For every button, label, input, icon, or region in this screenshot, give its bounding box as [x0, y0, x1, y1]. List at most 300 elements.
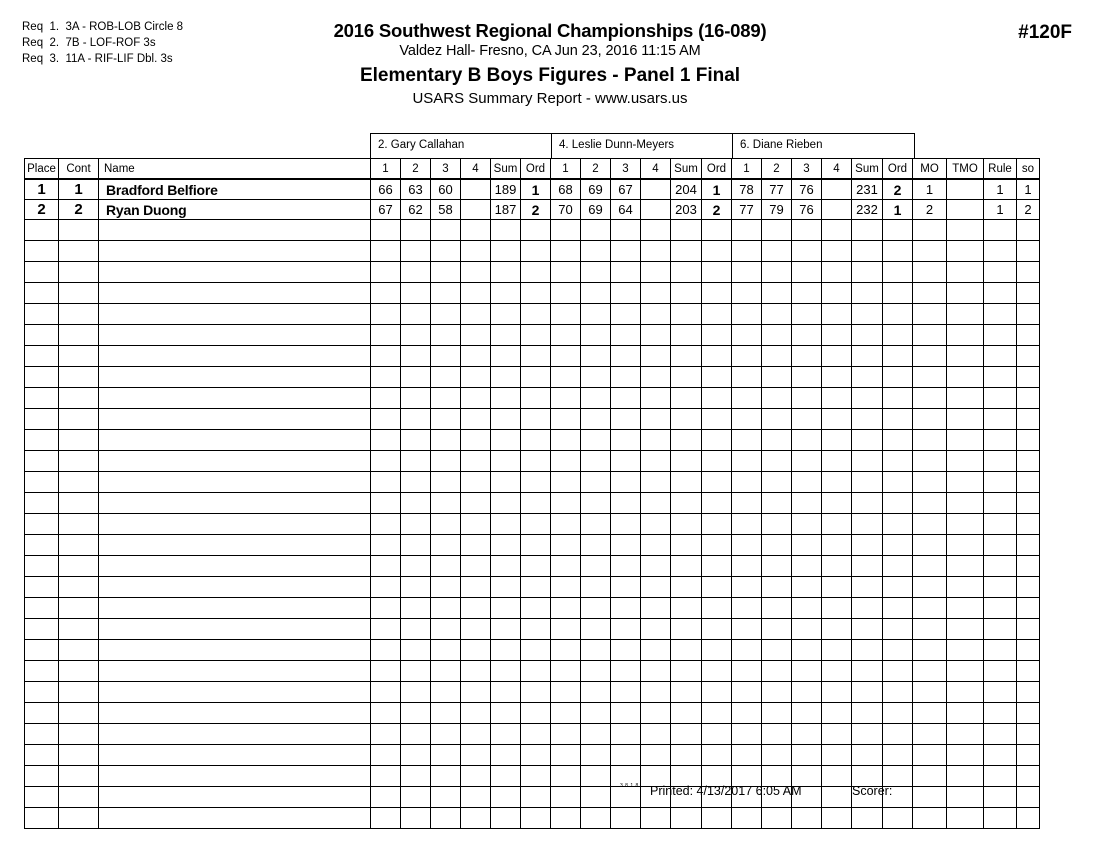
cell-empty — [521, 472, 551, 493]
cell-panel1-ord: 2 — [521, 200, 551, 220]
table-row-empty — [25, 640, 1040, 661]
cell-empty — [792, 220, 822, 241]
cell-empty — [551, 619, 581, 640]
cell-empty — [822, 367, 852, 388]
cell-empty — [852, 472, 883, 493]
cell-empty — [1017, 703, 1040, 724]
cell-empty — [641, 535, 671, 556]
cell-empty — [762, 262, 792, 283]
cell-empty — [732, 514, 762, 535]
table-row-empty — [25, 493, 1040, 514]
cell-empty — [883, 514, 913, 535]
requirement-line-1: Req 1. 3A - ROB-LOB Circle 8 — [22, 21, 184, 33]
cell-empty — [611, 619, 641, 640]
cell-empty — [732, 283, 762, 304]
table-row-empty — [25, 577, 1040, 598]
table-row-empty — [25, 388, 1040, 409]
cell-empty — [792, 535, 822, 556]
cell-empty — [551, 703, 581, 724]
cell-empty — [852, 745, 883, 766]
cell-empty — [25, 304, 59, 325]
cell-empty — [1017, 724, 1040, 745]
cell-empty — [371, 745, 401, 766]
cell-empty — [641, 619, 671, 640]
cell-empty — [852, 388, 883, 409]
cell-panel1-sum: 189 — [491, 179, 521, 200]
cell-empty — [702, 409, 732, 430]
cell-empty — [401, 703, 431, 724]
cell-panel2-judge2: 69 — [581, 200, 611, 220]
cell-empty — [762, 388, 792, 409]
cell-empty — [1017, 556, 1040, 577]
cell-empty — [732, 703, 762, 724]
cell-empty — [913, 514, 947, 535]
cell-empty — [984, 262, 1017, 283]
cell-panel1-judge1: 67 — [371, 200, 401, 220]
cell-empty — [792, 472, 822, 493]
cell-empty — [491, 745, 521, 766]
cell-empty — [551, 598, 581, 619]
table-row-empty — [25, 661, 1040, 682]
cell-panel1-judge1: 66 — [371, 179, 401, 200]
cell-empty — [461, 388, 491, 409]
cell-empty — [702, 346, 732, 367]
cell-empty — [611, 472, 641, 493]
cell-empty — [581, 619, 611, 640]
cell-empty — [792, 493, 822, 514]
cell-empty — [371, 220, 401, 241]
cell-empty — [641, 409, 671, 430]
cell-empty — [25, 640, 59, 661]
cell-empty — [371, 283, 401, 304]
cell-empty — [371, 619, 401, 640]
cell-empty — [641, 388, 671, 409]
cell-empty — [1017, 682, 1040, 703]
cell-panel2-judge4 — [641, 200, 671, 220]
cell-empty — [852, 451, 883, 472]
cell-so: 1 — [1017, 179, 1040, 200]
cell-empty — [461, 262, 491, 283]
cell-empty — [822, 409, 852, 430]
cell-empty — [671, 304, 702, 325]
cell-empty — [1017, 451, 1040, 472]
cell-empty — [732, 724, 762, 745]
cell-panel2-judge3: 67 — [611, 179, 641, 200]
competition-title: 2016 Southwest Regional Championships (16-089) — [333, 20, 767, 41]
cell-empty — [431, 451, 461, 472]
cell-empty — [551, 514, 581, 535]
cell-empty — [792, 325, 822, 346]
cell-empty — [671, 556, 702, 577]
cell-empty — [762, 220, 792, 241]
cell-empty — [792, 703, 822, 724]
cell-empty — [792, 619, 822, 640]
cell-empty — [702, 556, 732, 577]
cell-empty — [611, 325, 641, 346]
cell-empty — [984, 682, 1017, 703]
cell-empty — [581, 367, 611, 388]
cell-empty — [551, 535, 581, 556]
cell-empty — [792, 598, 822, 619]
cell-empty — [551, 283, 581, 304]
cell-empty — [611, 535, 641, 556]
cell-empty — [671, 283, 702, 304]
th-p3-judge4: 4 — [822, 159, 852, 180]
cell-empty — [1017, 325, 1040, 346]
cell-empty — [641, 493, 671, 514]
cell-empty — [984, 556, 1017, 577]
cell-empty — [762, 640, 792, 661]
cell-empty — [883, 619, 913, 640]
judge-caption-2: 4. Leslie Dunn-Meyers — [551, 133, 733, 158]
cell-empty — [25, 493, 59, 514]
cell-empty — [461, 514, 491, 535]
cell-empty — [581, 535, 611, 556]
cell-empty — [59, 241, 99, 262]
cell-empty — [792, 577, 822, 598]
cell-empty — [883, 220, 913, 241]
cell-empty — [431, 283, 461, 304]
cell-empty — [947, 808, 984, 829]
cell-empty — [792, 451, 822, 472]
cell-empty — [431, 577, 461, 598]
cell-empty — [883, 325, 913, 346]
cell-empty — [947, 409, 984, 430]
th-place: Place — [25, 159, 59, 180]
cell-empty — [521, 724, 551, 745]
cell-empty — [762, 745, 792, 766]
cell-empty — [581, 241, 611, 262]
cell-empty — [792, 724, 822, 745]
cell-empty — [59, 388, 99, 409]
cell-empty — [59, 703, 99, 724]
cell-empty — [581, 346, 611, 367]
cell-empty — [401, 493, 431, 514]
cell-empty — [581, 682, 611, 703]
cell-empty — [947, 577, 984, 598]
cell-empty — [59, 535, 99, 556]
cell-empty — [581, 808, 611, 829]
cell-empty — [59, 514, 99, 535]
cell-empty — [99, 556, 371, 577]
cell-empty — [25, 346, 59, 367]
cell-empty — [431, 304, 461, 325]
cell-empty — [371, 388, 401, 409]
results-table — [24, 158, 1040, 829]
cell-empty — [732, 367, 762, 388]
th-p2-judge3: 3 — [611, 159, 641, 180]
cell-empty — [521, 409, 551, 430]
cell-empty — [732, 682, 762, 703]
cell-empty — [59, 493, 99, 514]
cell-empty — [792, 430, 822, 451]
cell-empty — [947, 661, 984, 682]
cell-empty — [671, 241, 702, 262]
cell-empty — [641, 220, 671, 241]
cell-empty — [947, 346, 984, 367]
cell-empty — [852, 346, 883, 367]
cell-empty — [984, 388, 1017, 409]
cell-empty — [671, 598, 702, 619]
cell-empty — [641, 661, 671, 682]
cell-empty — [611, 745, 641, 766]
cell-panel1-judge3: 58 — [431, 200, 461, 220]
cell-empty — [883, 724, 913, 745]
cell-empty — [822, 682, 852, 703]
cell-empty — [611, 703, 641, 724]
cell-empty — [852, 682, 883, 703]
cell-empty — [883, 745, 913, 766]
cell-empty — [611, 577, 641, 598]
cell-empty — [913, 682, 947, 703]
cell-empty — [762, 325, 792, 346]
cell-empty — [59, 451, 99, 472]
cell-empty — [702, 430, 732, 451]
cell-empty — [491, 367, 521, 388]
cell-empty — [551, 262, 581, 283]
cell-empty — [581, 409, 611, 430]
cell-empty — [431, 409, 461, 430]
cell-empty — [913, 535, 947, 556]
table-row-empty — [25, 325, 1040, 346]
cell-empty — [59, 220, 99, 241]
cell-empty — [671, 682, 702, 703]
cell-empty — [913, 556, 947, 577]
cell-empty — [371, 661, 401, 682]
cell-empty — [671, 535, 702, 556]
cell-empty — [913, 346, 947, 367]
cell-empty — [581, 556, 611, 577]
cell-empty — [491, 283, 521, 304]
cell-empty — [913, 325, 947, 346]
cell-empty — [702, 577, 732, 598]
cell-empty — [431, 241, 461, 262]
cell-empty — [702, 703, 732, 724]
cell-panel3-judge3: 76 — [792, 200, 822, 220]
cell-empty — [491, 388, 521, 409]
table-row — [25, 179, 1040, 200]
cell-panel3-sum: 231 — [852, 179, 883, 200]
table-row-empty — [25, 514, 1040, 535]
cell-panel3-judge4 — [822, 200, 852, 220]
cell-empty — [401, 724, 431, 745]
cell-empty — [491, 682, 521, 703]
cell-empty — [732, 388, 762, 409]
cell-empty — [551, 388, 581, 409]
cell-empty — [947, 451, 984, 472]
cell-empty — [401, 241, 431, 262]
cell-empty — [671, 703, 702, 724]
cell-empty — [641, 598, 671, 619]
cell-empty — [984, 703, 1017, 724]
table-row-empty — [25, 808, 1040, 829]
cell-empty — [491, 724, 521, 745]
cell-empty — [792, 514, 822, 535]
cell-empty — [702, 325, 732, 346]
judge-panel-captions — [24, 133, 1036, 158]
cell-empty — [99, 451, 371, 472]
cell-panel3-judge1: 77 — [732, 200, 762, 220]
cell-empty — [732, 661, 762, 682]
cell-empty — [431, 598, 461, 619]
cell-empty — [431, 661, 461, 682]
cell-empty — [852, 262, 883, 283]
cell-empty — [581, 745, 611, 766]
cell-empty — [431, 346, 461, 367]
cell-empty — [59, 661, 99, 682]
cell-empty — [984, 724, 1017, 745]
cell-empty — [461, 325, 491, 346]
cell-empty — [913, 493, 947, 514]
cell-empty — [99, 661, 371, 682]
cell-empty — [371, 451, 401, 472]
table-row — [25, 200, 1040, 220]
cell-empty — [491, 346, 521, 367]
cell-empty — [461, 430, 491, 451]
cell-empty — [671, 409, 702, 430]
cell-empty — [762, 493, 792, 514]
cell-empty — [401, 262, 431, 283]
table-row-empty — [25, 703, 1040, 724]
cell-empty — [852, 724, 883, 745]
cell-empty — [59, 367, 99, 388]
cell-empty — [371, 703, 401, 724]
cell-empty — [984, 808, 1017, 829]
cell-cont: 2 — [59, 200, 99, 220]
cell-empty — [792, 241, 822, 262]
table-row-empty — [25, 745, 1040, 766]
th-p3-judge1: 1 — [732, 159, 762, 180]
cell-empty — [99, 325, 371, 346]
cell-empty — [521, 493, 551, 514]
cell-panel2-sum: 204 — [671, 179, 702, 200]
cell-empty — [883, 493, 913, 514]
cell-empty — [671, 472, 702, 493]
cell-empty — [581, 451, 611, 472]
cell-empty — [641, 346, 671, 367]
cell-empty — [947, 703, 984, 724]
cell-empty — [431, 556, 461, 577]
cell-empty — [732, 241, 762, 262]
cell-empty — [521, 514, 551, 535]
cell-empty — [984, 283, 1017, 304]
cell-empty — [702, 367, 732, 388]
cell-empty — [792, 388, 822, 409]
cell-panel3-judge2: 79 — [762, 200, 792, 220]
cell-empty — [732, 451, 762, 472]
cell-empty — [611, 808, 641, 829]
cell-empty — [947, 367, 984, 388]
cell-empty — [702, 724, 732, 745]
cell-empty — [947, 724, 984, 745]
cell-empty — [461, 283, 491, 304]
cell-empty — [732, 325, 762, 346]
cell-empty — [431, 682, 461, 703]
cell-empty — [913, 220, 947, 241]
cell-empty — [822, 535, 852, 556]
cell-empty — [641, 640, 671, 661]
cell-panel1-judge4 — [461, 200, 491, 220]
cell-empty — [25, 724, 59, 745]
cell-empty — [913, 241, 947, 262]
cell-empty — [611, 556, 641, 577]
cell-empty — [611, 682, 641, 703]
cell-empty — [984, 577, 1017, 598]
cell-empty — [852, 514, 883, 535]
cell-empty — [947, 283, 984, 304]
cell-empty — [984, 661, 1017, 682]
table-row-empty — [25, 472, 1040, 493]
cell-empty — [99, 619, 371, 640]
cell-empty — [59, 325, 99, 346]
table-row-empty — [25, 430, 1040, 451]
cell-empty — [521, 451, 551, 472]
cell-empty — [491, 241, 521, 262]
cell-empty — [461, 682, 491, 703]
cell-empty — [671, 808, 702, 829]
cell-empty — [732, 304, 762, 325]
cell-empty — [883, 556, 913, 577]
cell-panel2-ord: 2 — [702, 200, 732, 220]
cell-empty — [431, 325, 461, 346]
th-p3-judge2: 2 — [762, 159, 792, 180]
cell-empty — [461, 556, 491, 577]
cell-empty — [25, 661, 59, 682]
cell-empty — [371, 409, 401, 430]
cell-tmo — [947, 179, 984, 200]
table-row-empty — [25, 409, 1040, 430]
cell-empty — [947, 619, 984, 640]
score-sheet — [24, 133, 1036, 783]
cell-empty — [762, 556, 792, 577]
cell-empty — [641, 430, 671, 451]
cell-empty — [947, 325, 984, 346]
th-cont: Cont — [59, 159, 99, 180]
cell-empty — [59, 556, 99, 577]
cell-empty — [99, 577, 371, 598]
cell-empty — [551, 241, 581, 262]
cell-empty — [732, 556, 762, 577]
cell-empty — [401, 577, 431, 598]
cell-empty — [1017, 661, 1040, 682]
table-row-empty — [25, 367, 1040, 388]
cell-empty — [521, 556, 551, 577]
cell-empty — [551, 409, 581, 430]
table-row-empty — [25, 451, 1040, 472]
cell-empty — [984, 619, 1017, 640]
cell-empty — [913, 745, 947, 766]
cell-empty — [99, 682, 371, 703]
cell-empty — [1017, 283, 1040, 304]
cell-empty — [401, 661, 431, 682]
cell-empty — [671, 724, 702, 745]
cell-empty — [551, 220, 581, 241]
cell-empty — [822, 556, 852, 577]
cell-empty — [99, 808, 371, 829]
cell-empty — [732, 430, 762, 451]
cell-empty — [1017, 367, 1040, 388]
cell-empty — [822, 388, 852, 409]
cell-empty — [732, 493, 762, 514]
cell-empty — [461, 577, 491, 598]
cell-empty — [702, 661, 732, 682]
cell-empty — [521, 808, 551, 829]
cell-empty — [702, 808, 732, 829]
th-tmo: TMO — [947, 159, 984, 180]
cell-empty — [581, 220, 611, 241]
cell-empty — [99, 346, 371, 367]
cell-empty — [59, 346, 99, 367]
